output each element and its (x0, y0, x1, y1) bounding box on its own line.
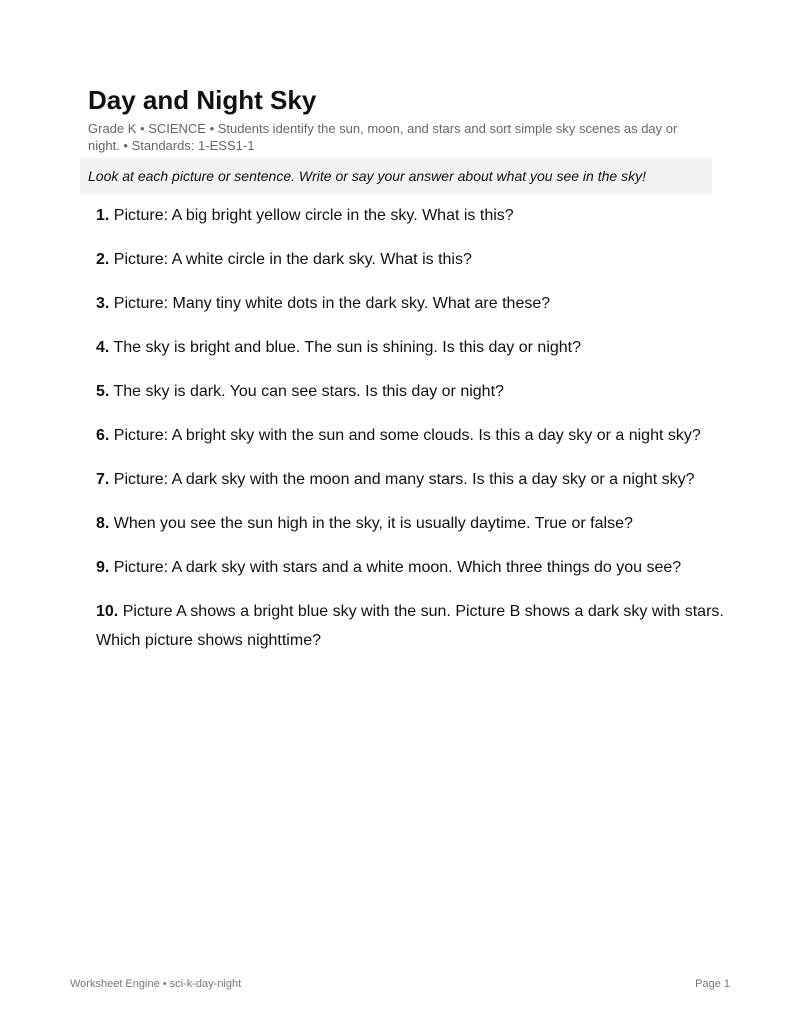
footer-page-number: Page 1 (695, 978, 730, 990)
question-text: Picture: A bright sky with the sun and some clouds. Is this a day sky or a night sky? (113, 427, 701, 444)
question-text: Picture: Many tiny white dots in the dark sky. What are these? (113, 295, 551, 312)
question-text: The sky is bright and blue. The sun is shining. Is this day or night? (113, 339, 582, 356)
footer-source: Worksheet Engine • sci-k-day-night (70, 978, 242, 990)
question-item (96, 421, 726, 450)
question-item (96, 245, 726, 274)
worksheet-meta: Grade K • SCIENCE • Students identify the sun, moon, and stars and sort simple sky scenes as day or night. • Standards: 1-ESS1-1 (88, 121, 678, 153)
question-number: 1. (96, 207, 110, 224)
question-number: 9. (96, 559, 110, 576)
question-item (96, 465, 726, 494)
question-number: 10. (96, 603, 119, 620)
question-text: Picture: A dark sky with stars and a white moon. Which three things do you see? (113, 559, 682, 576)
question-item (96, 201, 726, 230)
question-number: 2. (96, 251, 110, 268)
question-item (96, 597, 726, 655)
page-title: Day and Night Sky (88, 85, 317, 115)
question-list (96, 201, 726, 670)
question-text: Picture: A white circle in the dark sky. What is this? (113, 251, 472, 268)
question-item (96, 333, 726, 362)
question-text: Picture: A dark sky with the moon and many stars. Is this a day sky or a night sky? (113, 471, 695, 488)
question-item (96, 377, 726, 406)
question-item (96, 509, 726, 538)
question-text: Picture A shows a bright blue sky with the sun. Picture B shows a dark sky with stars. Which picture shows nighttime? (96, 603, 724, 649)
question-item (96, 289, 726, 318)
question-text: Picture: A big bright yellow circle in the sky. What is this? (113, 207, 514, 224)
question-number: 5. (96, 383, 110, 400)
question-number: 8. (96, 515, 110, 532)
instructions-box: Look at each picture or sentence. Write or say your answer about what you see in the sky! (80, 158, 712, 194)
question-number: 6. (96, 427, 110, 444)
question-number: 3. (96, 295, 110, 312)
question-number: 7. (96, 471, 110, 488)
question-item (96, 553, 726, 582)
question-text: The sky is dark. You can see stars. Is this day or night? (113, 383, 504, 400)
question-number: 4. (96, 339, 110, 356)
question-text: When you see the sun high in the sky, it is usually daytime. True or false? (113, 515, 633, 532)
